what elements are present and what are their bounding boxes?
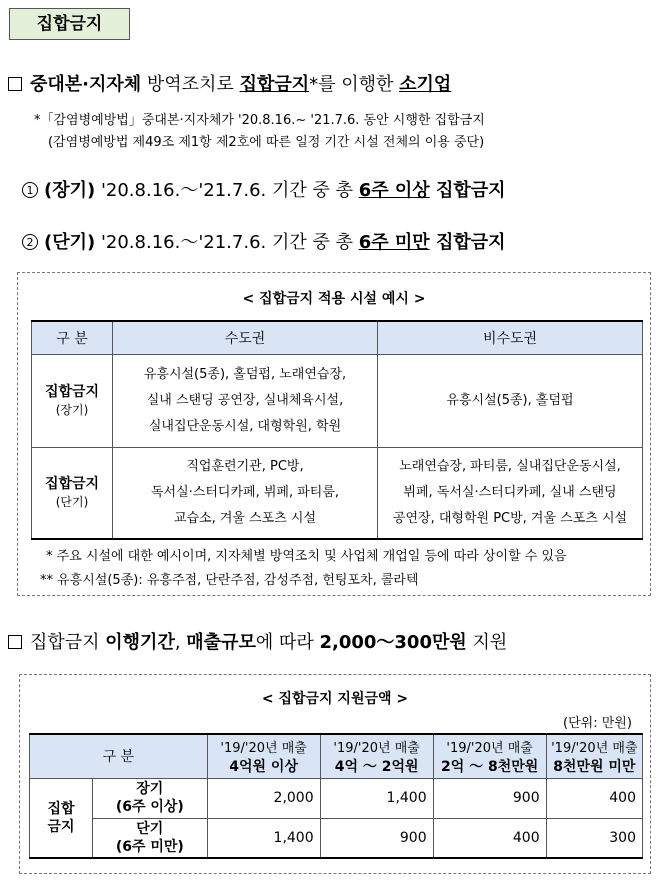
section2-heading: [8, 628, 507, 654]
item-tail: 집합금지: [429, 232, 506, 253]
row-label-main: 집합금지: [44, 476, 100, 493]
value-cell: 900: [433, 778, 546, 818]
heading-emph: 집합금지: [239, 74, 310, 95]
heading-tail: 에 따라: [255, 632, 320, 653]
row-label-main: 장기: [136, 781, 164, 797]
table-row: [32, 447, 643, 539]
row-label-sub: (6주 미만): [115, 838, 184, 855]
cell-line: 뷔페, 독서실·스터디카페, 실내 스탠딩: [403, 484, 617, 500]
section1-heading: [8, 70, 451, 96]
item-text: '20.8.16.～'21.7.6. 기간 중 총: [95, 232, 359, 253]
row-label: [32, 447, 113, 539]
value-cell: 1,400: [320, 778, 433, 818]
table1-header-capital: 수도권: [113, 321, 378, 354]
heading-mid: ,: [174, 632, 187, 653]
header-top: '19/'20년 매출: [220, 740, 307, 756]
heading-mid: 방역조치로: [141, 74, 240, 95]
unit-label: (단위: 만원): [563, 716, 632, 731]
item-emph: 6주 미만: [358, 232, 430, 253]
table1-footnote2: ** 유흥시설(5종): 유흥주점, 단란주점, 감성주점, 헌팅포차, 콜라텍: [40, 573, 419, 588]
support-table: [29, 733, 643, 859]
item-tail: 집합금지: [429, 180, 506, 201]
row-label-sub: (단기): [55, 495, 89, 510]
table2-caption: < 집합금지 지원금액 >: [261, 691, 409, 707]
value-cell: 300: [546, 818, 642, 858]
value-cell: 400: [433, 818, 546, 858]
table2-header-col: [320, 734, 433, 778]
row-label: [93, 778, 208, 818]
header-top: '19/'20년 매출: [551, 740, 638, 756]
heading-tail: *를 이행한: [309, 74, 400, 95]
cell-line: 직업훈련기관, PC방,: [186, 458, 304, 474]
heading-end: 지원: [466, 632, 508, 653]
table-row: [30, 818, 643, 858]
value-cell: 400: [546, 778, 642, 818]
capital-cell: [113, 354, 378, 447]
header-bottom: 8천만원 미만: [553, 758, 636, 775]
heading-lead: 집합금지: [30, 632, 106, 653]
table2-header-col: [433, 734, 546, 778]
item-type: (단기): [44, 232, 96, 253]
table1-footnote1: * 주요 시설에 대한 예시이며, 지자체별 방역조치 및 사업체 개업일 등에 따라 상이할 수 있음: [46, 549, 567, 564]
item-short: [22, 228, 506, 254]
heading-amount: 2,000～300만원: [319, 632, 467, 653]
header-bottom: 2억 ～ 8천만원: [440, 758, 539, 775]
group-label: 집합 금지: [30, 778, 93, 858]
row-label-sub: (6주 이상): [115, 799, 184, 815]
header-bottom: 4억원 이상: [229, 758, 298, 775]
cell-line: 교습소, 겨울 스포츠 시설: [173, 510, 317, 526]
section-badge: 집합금지: [9, 8, 130, 40]
cell-line: 유흥시설(5종), 홀덤펍: [446, 392, 574, 408]
facility-table: [31, 320, 643, 540]
capital-cell: [113, 447, 378, 539]
noncapital-cell: [378, 447, 643, 539]
cell-line: 노래연습장, 파티룸, 실내집단운동시설,: [399, 458, 621, 474]
table1-header-category: 구 분: [32, 321, 113, 354]
checkbox-square-icon: [8, 635, 22, 649]
cell-line: 실내집단운동시설, 대형학원, 학원: [148, 418, 342, 434]
cell-line: 독서실·스터디카페, 뷔페, 파티룸,: [150, 484, 340, 500]
circled-number-icon: 1: [22, 182, 38, 198]
circled-number-icon: 2: [22, 234, 38, 250]
table1-caption: < 집합금지 적용 시설 예시 >: [242, 291, 426, 307]
noncapital-cell: [378, 354, 643, 447]
heading-bold1: 이행기간: [105, 632, 175, 653]
note1-line2: (감염병예방법 제49조 제1항 제2호에 따른 일정 기간 시설 전체의 이용 중단): [48, 135, 485, 150]
table-row: [32, 354, 643, 447]
table1-header-noncapital: 비수도권: [378, 321, 643, 354]
table2-header-category: 구 분: [30, 734, 208, 778]
row-label: [32, 354, 113, 447]
table2-header-col: [207, 734, 320, 778]
table-row: [30, 778, 643, 818]
value-cell: 1,400: [207, 818, 320, 858]
header-bottom: 4억 ～ 2억원: [334, 758, 419, 775]
heading-bold2: 매출규모: [186, 632, 256, 653]
row-label: [93, 818, 208, 858]
item-emph: 6주 이상: [358, 180, 430, 201]
row-label-main: 단기: [136, 820, 164, 837]
cell-line: 실내 스탠딩 공연장, 실내체육시설,: [146, 392, 344, 408]
cell-line: 공연장, 대형학원 PC방, 겨울 스포츠 시설: [392, 510, 628, 526]
table2-header-col: [546, 734, 642, 778]
note1-line1: *「감염병예방법」중대본·지자체가 '20.8.16.~ '21.7.6. 동안 시행한 집합금지: [34, 113, 485, 128]
item-type: (장기): [44, 180, 96, 201]
row-label-sub: (장기): [55, 403, 89, 417]
item-long: [22, 176, 506, 202]
row-label-main: 집합금지: [44, 384, 100, 400]
heading-lead: 중대본·지자체: [30, 74, 142, 95]
item-text: '20.8.16.～'21.7.6. 기간 중 총: [95, 180, 359, 201]
heading-target: 소기업: [399, 74, 452, 95]
cell-line: 유흥시설(5종), 홀덤펍, 노래연습장,: [143, 366, 347, 382]
value-cell: 900: [320, 818, 433, 858]
header-top: '19/'20년 매출: [446, 740, 533, 756]
header-top: '19/'20년 매출: [333, 740, 420, 756]
value-cell: 2,000: [207, 778, 320, 818]
checkbox-square-icon: [8, 77, 22, 91]
